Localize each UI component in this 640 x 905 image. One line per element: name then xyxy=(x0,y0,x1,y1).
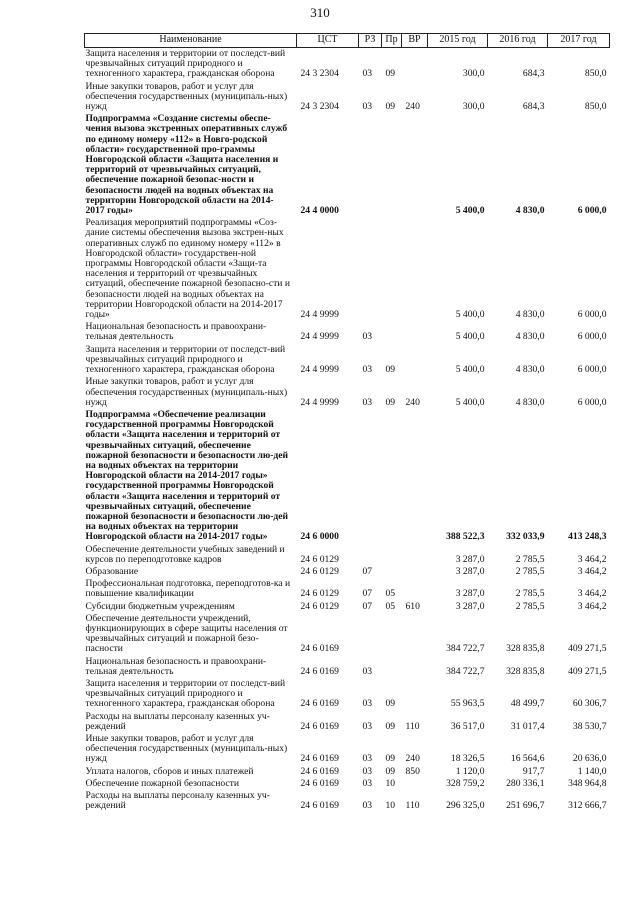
row-rz xyxy=(359,613,382,656)
header-2017: 2017 год xyxy=(548,34,610,48)
row-2017: 6 000,0 xyxy=(577,331,607,343)
row-2016: 917,7 xyxy=(522,765,545,777)
row-cst: 24 6 0129 xyxy=(300,553,339,565)
row-2016: 328 835,8 xyxy=(506,643,545,655)
row-2016: 2 785,5 xyxy=(515,565,545,577)
row-rz: 03 xyxy=(362,777,373,789)
row-rz xyxy=(359,409,382,544)
row-pr: 05 xyxy=(385,588,396,600)
row-2017: 3 464,2 xyxy=(577,565,607,577)
row-2016: 4 830,0 xyxy=(515,364,545,376)
row-2017: 6 000,0 xyxy=(577,309,607,321)
row-cst: 24 6 0169 xyxy=(300,800,339,812)
row-vr xyxy=(402,48,428,81)
row-cst: 24 4 9999 xyxy=(300,331,339,343)
table-row xyxy=(85,113,610,217)
row-vr xyxy=(402,656,428,678)
row-2015: 5 400,0 xyxy=(455,331,485,343)
row-rz: 07 xyxy=(362,588,373,600)
row-cst: 24 6 0000 xyxy=(300,531,339,543)
row-pr: 05 xyxy=(385,600,396,612)
row-rz xyxy=(359,544,382,566)
row-pr: 09 xyxy=(385,753,396,765)
table-row xyxy=(85,790,610,812)
row-2015: 3 287,0 xyxy=(455,565,485,577)
table-row xyxy=(85,711,610,733)
row-cst: 24 4 9999 xyxy=(300,364,339,376)
row-2016: 4 830,0 xyxy=(515,396,545,408)
row-vr: 240 xyxy=(405,101,420,113)
row-2015: 5 400,0 xyxy=(455,396,485,408)
row-cst: 24 4 9999 xyxy=(300,396,339,408)
row-vr xyxy=(402,778,428,790)
row-2015: 384 722,7 xyxy=(446,643,485,655)
row-2016: 280 336,1 xyxy=(506,777,545,789)
row-rz: 03 xyxy=(362,753,373,765)
row-pr xyxy=(382,613,402,656)
row-pr: 09 xyxy=(385,364,396,376)
row-pr: 10 xyxy=(385,777,396,789)
row-rz: 03 xyxy=(362,101,373,113)
row-2016: 16 564,6 xyxy=(510,753,545,765)
row-cst: 24 6 0169 xyxy=(300,765,339,777)
header-name: Наименование xyxy=(85,34,297,48)
header-2016: 2016 год xyxy=(488,34,548,48)
row-rz: 03 xyxy=(362,800,373,812)
row-vr xyxy=(402,566,428,578)
row-name: Образование xyxy=(85,565,139,577)
row-rz: 03 xyxy=(362,396,373,408)
row-name: Иные закупки товаров, работ и услуг для обеспечения государственных (муниципаль-ных) нужд xyxy=(85,733,288,765)
row-2016: 48 499,7 xyxy=(510,698,545,710)
row-2017: 409 271,5 xyxy=(568,665,607,677)
row-2017: 6 000,0 xyxy=(577,396,607,408)
row-pr: 09 xyxy=(385,698,396,710)
table-row xyxy=(85,601,610,613)
row-pr xyxy=(382,566,402,578)
table-row xyxy=(85,656,610,678)
row-vr: 110 xyxy=(405,720,420,732)
row-vr xyxy=(402,613,428,656)
row-cst: 24 4 0000 xyxy=(300,205,339,217)
row-pr xyxy=(382,321,402,343)
table-body xyxy=(85,48,610,813)
row-2015: 328 759,2 xyxy=(446,777,485,789)
row-vr: 110 xyxy=(405,800,420,812)
table-row xyxy=(85,321,610,343)
row-cst: 24 3 2304 xyxy=(300,68,339,80)
row-name: Расходы на выплаты персоналу казенных уч-реждений xyxy=(85,710,270,732)
row-2015: 3 287,0 xyxy=(455,553,485,565)
row-2015: 300,0 xyxy=(462,68,485,80)
row-vr: 850 xyxy=(405,765,420,777)
row-2015: 55 963,5 xyxy=(450,698,485,710)
row-name: Обеспечение деятельности учреждений, функционирующих в сфере защиты населения от чрезвычайных ситуаций и пожарной безо-пасности xyxy=(85,612,288,655)
row-pr xyxy=(382,409,402,544)
row-2017: 1 140,0 xyxy=(577,765,607,777)
row-2017: 60 306,7 xyxy=(572,698,607,710)
table-row xyxy=(85,613,610,656)
row-rz: 03 xyxy=(362,364,373,376)
row-vr xyxy=(402,344,428,377)
row-2015: 1 120,0 xyxy=(455,765,485,777)
page-number: 310 xyxy=(310,5,330,20)
row-2016: 684,3 xyxy=(522,101,545,113)
row-name: Уплата налогов, сборов и иных платежей xyxy=(85,765,254,777)
row-2016: 4 830,0 xyxy=(515,205,545,217)
row-2015: 296 325,0 xyxy=(446,800,485,812)
table-row xyxy=(85,376,610,409)
row-2017: 6 000,0 xyxy=(577,364,607,376)
row-2017: 312 666,7 xyxy=(568,800,607,812)
row-2016: 2 785,5 xyxy=(515,553,545,565)
row-cst: 24 3 2304 xyxy=(300,101,339,113)
row-rz: 03 xyxy=(362,720,373,732)
row-pr xyxy=(382,656,402,678)
row-vr: 610 xyxy=(405,600,420,612)
row-cst: 24 6 0129 xyxy=(300,565,339,577)
row-pr: 09 xyxy=(385,101,396,113)
row-2016: 4 830,0 xyxy=(515,309,545,321)
row-pr: 10 xyxy=(385,800,396,812)
row-cst: 24 6 0129 xyxy=(300,588,339,600)
header-cst: ЦСТ xyxy=(297,34,359,48)
row-2016: 332 033,9 xyxy=(506,531,545,543)
row-pr xyxy=(382,217,402,321)
row-vr xyxy=(402,544,428,566)
table-row xyxy=(85,344,610,377)
row-vr xyxy=(402,113,428,217)
row-vr xyxy=(402,678,428,711)
row-cst: 24 4 9999 xyxy=(300,309,339,321)
row-2017: 3 464,2 xyxy=(577,600,607,612)
budget-table xyxy=(84,33,610,812)
row-name: Подпрограмма «Создание системы обеспе-чения вызова экстренных оперативных служб по единому номеру «112» в Новго-родской области» государственной про-граммы Новгородской области «Защита населения и территорий от чрезвычайных ситуаций, обеспечение пожарной безопас-ности и безопасности людей на водных объектах на территории Новгородской области на 2014-2017 годы» xyxy=(85,113,288,217)
row-2015: 5 400,0 xyxy=(455,205,485,217)
row-cst: 24 6 0169 xyxy=(300,720,339,732)
table-row xyxy=(85,678,610,711)
row-name: Защита населения и территории от последст-вий чрезвычайных ситуаций природного и техногенного характера, гражданская оборона xyxy=(85,677,286,710)
row-name: Иные закупки товаров, работ и услуг для обеспечения государственных (муниципаль-ных) нужд xyxy=(85,80,288,113)
row-vr xyxy=(402,321,428,343)
row-name: Защита населения и территории от последст-вий чрезвычайных ситуаций природного и техногенного характера, гражданская оборона xyxy=(85,48,286,80)
row-name: Расходы на выплаты персоналу казенных уч-реждений xyxy=(85,790,270,812)
header-rz: РЗ xyxy=(359,34,382,48)
table-row xyxy=(85,217,610,321)
header-pr: Пр xyxy=(382,34,402,48)
row-name: Иные закупки товаров, работ и услуг для обеспечения государственных (муниципаль-ных) нужд xyxy=(85,376,288,408)
row-name: Реализация мероприятий подпрограммы «Соз-дание системы обеспечения вызова экстрен-ных оперативных служб по единому номеру «112» в Новгородской области» государствен-ной программы Новгородской области «Защи-та населения и территорий от чрезвычайных ситуаций, обеспечение пожарной безопасно-сти и безопасности людей на водных объектах на территории Новгородской области на 2014-2017 годы» xyxy=(85,217,290,321)
row-vr xyxy=(402,217,428,321)
row-2015: 384 722,7 xyxy=(446,665,485,677)
row-cst: 24 6 0129 xyxy=(300,600,339,612)
row-2016: 251 696,7 xyxy=(506,800,545,812)
row-2015: 36 517,0 xyxy=(450,720,485,732)
table-row xyxy=(85,766,610,778)
row-2017: 850,0 xyxy=(584,68,607,80)
row-rz: 07 xyxy=(362,600,373,612)
row-2017: 3 464,2 xyxy=(577,553,607,565)
row-2015: 388 522,3 xyxy=(446,531,485,543)
row-name: Обеспечение деятельности учебных заведений и курсов по переподготовке кадров xyxy=(85,543,285,565)
row-2016: 684,3 xyxy=(522,68,545,80)
row-2017: 38 530,7 xyxy=(572,720,607,732)
row-name: Профессиональная подготовка, переподготов-ка и повышение квалификации xyxy=(85,578,291,600)
row-vr: 240 xyxy=(405,753,420,765)
row-2015: 300,0 xyxy=(462,101,485,113)
row-2015: 5 400,0 xyxy=(455,364,485,376)
row-pr: 09 xyxy=(385,396,396,408)
row-vr xyxy=(402,578,428,600)
row-name: Субсидии бюджетным учреждениям xyxy=(85,600,235,612)
row-2017: 850,0 xyxy=(584,101,607,113)
row-2015: 5 400,0 xyxy=(455,309,485,321)
row-cst: 24 6 0169 xyxy=(300,643,339,655)
table-row xyxy=(85,544,610,566)
row-2015: 18 326,5 xyxy=(450,753,485,765)
row-pr xyxy=(382,544,402,566)
table-row xyxy=(85,778,610,790)
row-2017: 6 000,0 xyxy=(577,205,607,217)
row-2017: 413 248,3 xyxy=(568,531,607,543)
table-row xyxy=(85,566,610,578)
row-rz: 03 xyxy=(362,331,373,343)
row-name: Обеспечение пожарной безопасности xyxy=(85,777,240,789)
row-2017: 20 636,0 xyxy=(572,753,607,765)
row-name: Подпрограмма «Обеспечение реализации государственной программы Новгородской области «Защита населения и территорий от чрезвычайных ситуаций, обеспечение пожарной безопасности и безопасности лю-дей на водных объектах на территории Новгородской области на 2014-2017 годы» государственной программы Новгородской области «Защита населения и территорий от чрезвычайных ситуаций, обеспечение пожарной безопасности и безопасности лю-дей на водных объектах на территории Новгородской области на 2014-2017 годы» xyxy=(85,408,289,543)
row-rz xyxy=(359,113,382,217)
row-rz: 03 xyxy=(362,68,373,80)
row-2016: 4 830,0 xyxy=(515,331,545,343)
table-row xyxy=(85,409,610,544)
header-2015: 2015 год xyxy=(428,34,488,48)
row-cst: 24 6 0169 xyxy=(300,665,339,677)
header-vr: ВР xyxy=(402,34,428,48)
row-cst: 24 6 0169 xyxy=(300,777,339,789)
table-row xyxy=(85,48,610,81)
row-vr xyxy=(402,409,428,544)
row-rz: 07 xyxy=(362,565,373,577)
table-row xyxy=(85,733,610,766)
row-2016: 2 785,5 xyxy=(515,588,545,600)
row-pr xyxy=(382,113,402,217)
table-row xyxy=(85,81,610,114)
row-2017: 348 964,8 xyxy=(568,777,607,789)
row-2016: 328 835,8 xyxy=(506,665,545,677)
row-vr: 240 xyxy=(405,396,420,408)
row-cst: 24 6 0169 xyxy=(300,698,339,710)
row-pr: 09 xyxy=(385,765,396,777)
row-cst: 24 6 0169 xyxy=(300,753,339,765)
row-2017: 3 464,2 xyxy=(577,588,607,600)
row-name: Национальная безопасность и правоохрани-тельная деятельность xyxy=(85,655,267,677)
row-pr: 09 xyxy=(385,720,396,732)
table-row xyxy=(85,578,610,600)
row-2015: 3 287,0 xyxy=(455,588,485,600)
row-rz: 03 xyxy=(362,698,373,710)
row-name: Защита населения и территории от последст-вий чрезвычайных ситуаций природного и техногенного характера, гражданская оборона xyxy=(85,343,286,376)
row-name: Национальная безопасность и правоохрани-тельная деятельность xyxy=(85,321,267,343)
row-pr: 09 xyxy=(385,68,396,80)
row-2017: 409 271,5 xyxy=(568,643,607,655)
row-2016: 2 785,5 xyxy=(515,600,545,612)
table-header-row xyxy=(85,34,610,48)
row-rz xyxy=(359,217,382,321)
row-rz: 03 xyxy=(362,765,373,777)
row-2016: 31 017,4 xyxy=(510,720,545,732)
row-2015: 3 287,0 xyxy=(455,600,485,612)
row-rz: 03 xyxy=(362,665,373,677)
